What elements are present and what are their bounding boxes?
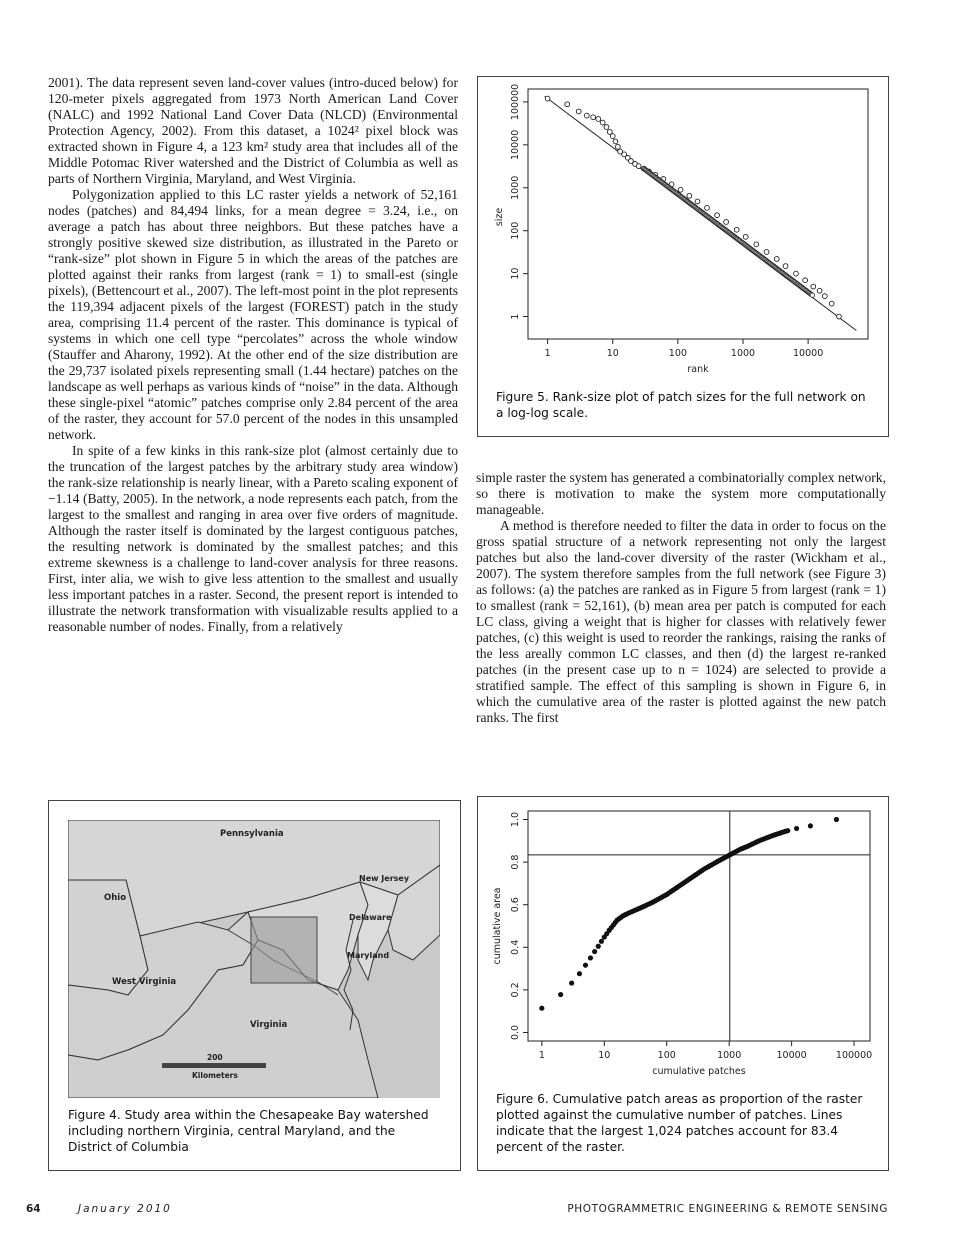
data-point [724,220,729,225]
data-point [565,102,570,107]
paragraph-polygonization: Polygonization applied to this LC raster yields a network of 52,161 nodes (patches) and 84,494 links, for a mean degree = 3.24, i.e., on average a patch has about three neighbors. But these patches have a strongly positive skewed size distribution, as illustrated in the Pareto or “rank-size” plot shown in Figure 5 in which the areas of the patches are plotted against their ranks from largest (rank = 1) to small-est (single pixels), (Bettencourt et al., 2007). The left-most point in the plot represents the 119,394 adjacent pixels of the largest (FOREST) patch in the study area, comprising 11.4 percent of the raster. This dominance is typical of systems in which one cell type “percolates” across the whole window (Stauffer and Aharony, 1992). At the other end of the size distribution are the 29,737 isolated pixels representing small (1.44 hectare) patches on the landscape as well perhaps as various kinds of “noise” in the data. Although these single-pixel “atomic” patches comprise only 2.84 percent of the area of the raster, they account for 57.0 percent of the nodes in this unsampled network. [48,187,458,442]
y-tick-label: 100 [510,221,521,240]
x-tick-label: 10 [598,1050,611,1061]
data-point [808,823,813,828]
data-point [705,205,710,210]
data-point [583,963,588,968]
figure-4-panel [48,800,461,1171]
y-tick-label: 10 [510,267,521,280]
left-text-column [48,75,458,635]
label-delaware: Delaware [349,913,392,922]
data-point [695,199,700,204]
data-point [834,817,839,822]
data-point [625,911,630,916]
y-tick-label: 0.0 [510,1024,521,1041]
right-text-column [476,470,886,726]
data-point [577,971,582,976]
y-tick-label: 1 [510,313,521,320]
data-point [545,96,550,101]
data-point [754,839,759,844]
figure-6-chart [478,797,888,1087]
y-tick-label: 10000 [510,129,521,160]
data-point [754,242,759,247]
data-point [610,134,615,139]
x-tick-label: 1000 [717,1050,742,1061]
data-point [662,893,667,898]
data-point [678,187,683,192]
plot-frame [528,811,870,1041]
study-area-box [251,917,317,983]
data-point [811,284,816,289]
data-point [596,117,601,122]
x-tick-label: 10 [606,348,619,359]
data-point [648,901,653,906]
y-tick-label: 1000 [510,175,521,200]
figure-6-panel [477,796,889,1171]
figure-6-caption: Figure 6. Cumulative patch areas as proportion of the raster plotted against the cumulative number of patches. Lines indicate that the largest 1,024 patches account for 83.4 percent of the raster. [496,1092,863,1154]
paragraph-simple-raster: simple raster the system has generated a combinatorially complex network, so there is motivation to make the system more computationally manageable. [476,470,886,517]
x-axis-label: cumulative patches [652,1066,746,1077]
x-tick-label: 100 [657,1050,676,1061]
label-west-virginia: West Virginia [112,977,177,987]
data-point [810,293,814,297]
x-tick-label: 1000 [730,348,756,359]
figure-5-caption: Figure 5. Rank-size plot of patch sizes for the full network on a log-log scale. [496,390,866,420]
paragraph-rank-size: In spite of a few kinks in this rank-size plot (almost certainly due to the truncation of the largest patches by the arbitrary study area window) the rank-size relationship is nearly linear, with a Pareto scaling exponent of −1.14 (Batty, 2005). In the network, a node represents each patch, from the largest to the smallest and ranging in area over five orders of magnitude. Although the raster itself is dominated by the largest contiguous patches, the resulting network is dominated by the smallest patches; and this extreme skewness is a challenge to land-cover analysis for three reasons. First, inter alia, we wish to give less attention to the smallest and usually less important patches in a raster. Second, the present report is intended to illustrate the network transformation with visualizable results applied to a reasonable number of nodes. Finally, from a relatively [48,443,458,634]
data-point [539,1006,544,1011]
data-point [829,301,834,306]
y-axis-label: cumulative area [492,887,503,965]
y-tick-label: 1.0 [510,811,521,828]
data-point [609,925,614,930]
data-point [774,257,779,262]
data-point [596,944,601,949]
x-axis-label: rank [687,364,709,375]
footer-page-number: 64 [26,1203,41,1215]
data-point [592,949,597,954]
figure-4-caption: Figure 4. Study area within the Chesapeake Bay watershed including northern Virginia, central Maryland, and the District of Columbia [68,1108,429,1154]
label-ohio: Ohio [104,893,127,903]
paragraph-method: A method is therefore needed to filter the data in order to focus on the gross spatial structure of a network representing not only the largest patches but also the land-cover diversity of the raster (Wickham et al., 2007). The system therefore samples from the full network (see Figure 3) as follows: (a) the patches are ranked as in Figure 5 from largest (rank = 1) to smallest (rank = 52,161), (b) mean area per patch is computed for each LC class, giving a weight that is higher for classes with relatively fewer patches, (c) this weight is used to reorder the rankings, raising the ranks of the less areally common LC classes, and then (d) the largest re-ranked patches (in the present case up to n = 1024) are selected to provide a stratified sample. The effect of this sampling is shown in Figure 6, in which the cumulative area of the raster is plotted against the new patch ranks. The first [476,518,886,725]
scale-bar-value: 200 [207,1053,223,1062]
label-maryland: Maryland [347,951,390,960]
x-tick-label: 1 [538,1050,545,1061]
data-point [822,294,827,299]
data-point [599,939,604,944]
label-virginia: Virginia [250,1020,288,1030]
footer-date: January 2010 [78,1203,172,1215]
footer-journal: PHOTOGRAMMETRIC ENGINEERING & REMOTE SENSING [567,1203,888,1215]
figure-5-chart [478,77,888,397]
data-point [558,992,563,997]
y-tick-label: 0.4 [510,939,521,955]
label-new-jersey: New Jersey [359,874,410,883]
y-tick-label: 0.8 [510,854,521,870]
x-tick-label: 10000 [793,348,824,359]
y-tick-label: 0.2 [510,982,521,998]
scale-bar-unit: Kilometers [192,1071,238,1080]
data-point [636,164,641,169]
data-point [613,920,618,925]
x-tick-label: 10000 [776,1050,807,1061]
data-point [604,931,609,936]
study-area-map [68,820,440,1098]
data-point [629,909,634,914]
y-tick-label: 100000 [510,83,521,121]
data-point [615,144,620,149]
data-point [794,826,799,831]
data-point [764,250,769,255]
data-point [785,828,790,833]
data-point [576,109,581,114]
x-tick-label: 1 [544,348,551,359]
scale-bar [162,1063,266,1068]
x-tick-label: 100 [668,348,687,359]
label-pennsylvania: Pennsylvania [220,829,284,839]
data-point [743,234,748,239]
data-point [734,227,739,232]
data-point [715,213,720,218]
y-axis-label: size [494,207,505,227]
data-point [569,980,574,985]
x-tick-label: 100000 [835,1050,873,1061]
data-point [591,115,596,120]
data-point [783,264,788,269]
paragraph-data-description: 2001). The data represent seven land-cover values (intro-duced below) for 120-meter pixels aggregated from 1973 North American Land Cover (NALC) and 1992 National Land Cover Data (NLCD) (Environmental Protection Agency, 2002). From this dataset, a 1024² pixel block was extracted shown in Figure 4, a 123 km² study area that includes all of the Middle Potomac River watershed and the District of Columbia as well as parts of Northern Virginia, Maryland, and West Virginia. [48,75,458,186]
data-point [600,120,605,125]
data-point [588,955,593,960]
data-point [768,834,773,839]
data-point [687,193,692,198]
y-tick-label: 0.6 [510,897,521,913]
data-point [604,125,609,130]
data-point [613,139,618,144]
figure-5-panel [477,76,889,437]
data-point [584,113,589,118]
data-point [794,271,799,276]
data-point [837,314,842,319]
data-point [817,288,822,293]
data-point [803,278,808,283]
